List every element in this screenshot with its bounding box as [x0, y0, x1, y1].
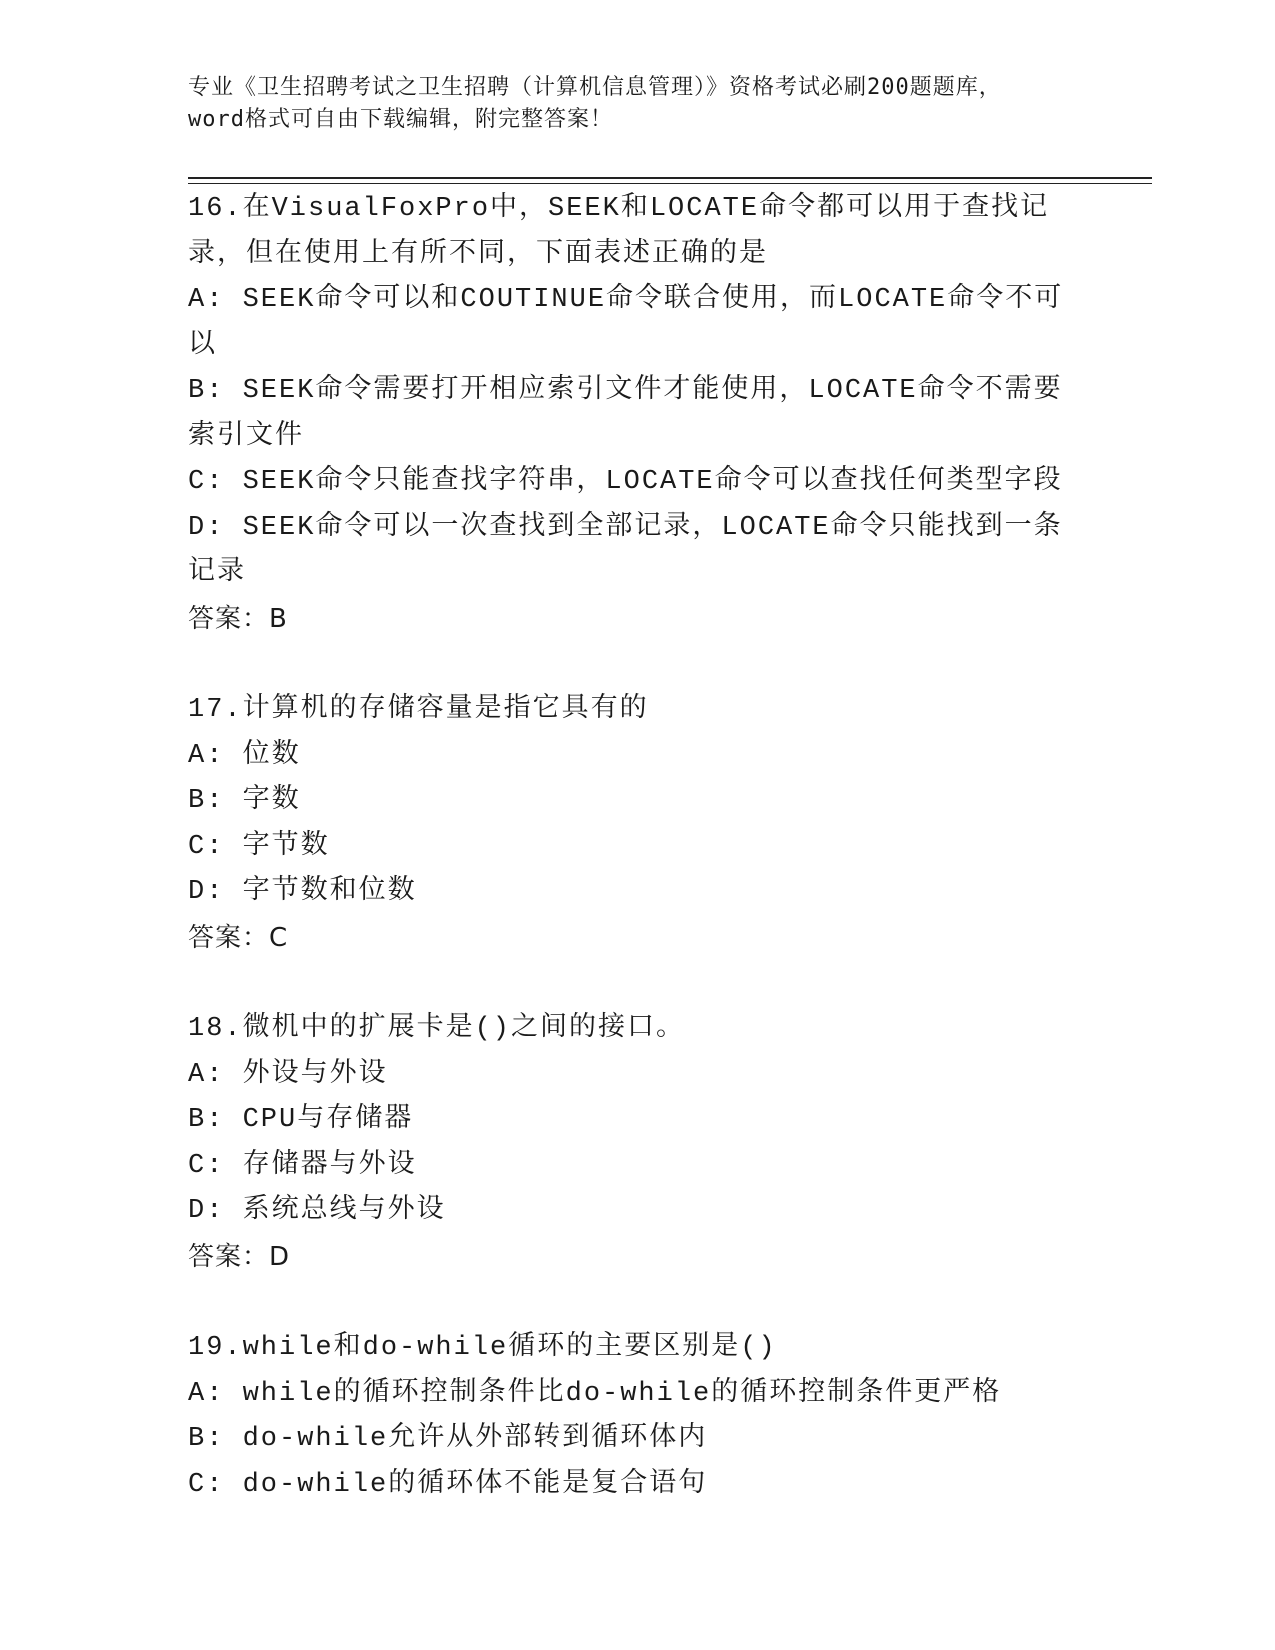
option-a: A: while的循环控制条件比do-while的循环控制条件更严格 — [188, 1378, 1002, 1409]
question-16 — [188, 187, 1088, 642]
option-c: C: do-while的循环体不能是复合语句 — [188, 1469, 708, 1500]
question-stem: 16.在VisualFoxPro中，SEEK和LOCATE命令都可以用于查找记录，但在使用上有所不同，下面表述正确的是 — [188, 194, 1050, 270]
answer: 答案：C — [188, 922, 289, 953]
header-divider-thick — [188, 177, 1152, 179]
header-divider-thin — [188, 183, 1152, 184]
option-d: D: SEEK命令可以一次查找到全部记录，LOCATE命令只能找到一条记录 — [188, 512, 1063, 588]
question-stem: 18.微机中的扩展卡是()之间的接口。 — [188, 1014, 686, 1044]
option-d: D: 字节数和位数 — [188, 877, 417, 907]
answer: 答案：B — [188, 603, 288, 634]
option-a: A: SEEK命令可以和COUTINUE命令联合使用，而LOCATE命令不可以 — [188, 285, 1064, 361]
option-b: B: CPU与存储器 — [188, 1105, 414, 1135]
option-d: D: 系统总线与外设 — [188, 1196, 446, 1226]
option-b: B: do-while允许从外部转到循环体内 — [188, 1424, 708, 1454]
option-a: A: 位数 — [188, 740, 301, 771]
option-c: C: 存储器与外设 — [188, 1150, 417, 1181]
question-19 — [188, 1326, 1088, 1508]
question-17 — [188, 688, 1088, 961]
option-c: C: 字节数 — [188, 831, 330, 862]
answer: 答案：D — [188, 1241, 291, 1272]
option-b: B: SEEK命令需要打开相应索引文件才能使用，LOCATE命令不需要索引文件 — [188, 376, 1063, 452]
header-line-2: word格式可自由下载编辑，附完整答案！ — [188, 107, 613, 132]
question-18 — [188, 1007, 1088, 1280]
option-a: A: 外设与外设 — [188, 1059, 388, 1090]
option-c: C: SEEK命令只能查找字符串，LOCATE命令可以查找任何类型字段 — [188, 467, 1063, 497]
question-stem: 17.计算机的存储容量是指它具有的 — [188, 695, 649, 725]
document-header — [188, 72, 1088, 136]
option-b: B: 字数 — [188, 786, 301, 816]
question-stem: 19.while和do-while循环的主要区别是() — [188, 1333, 777, 1363]
question-list — [188, 187, 1088, 1554]
header-line-1: 专业《卫生招聘考试之卫生招聘（计算机信息管理）》资格考试必刷200题题库， — [188, 75, 1002, 100]
